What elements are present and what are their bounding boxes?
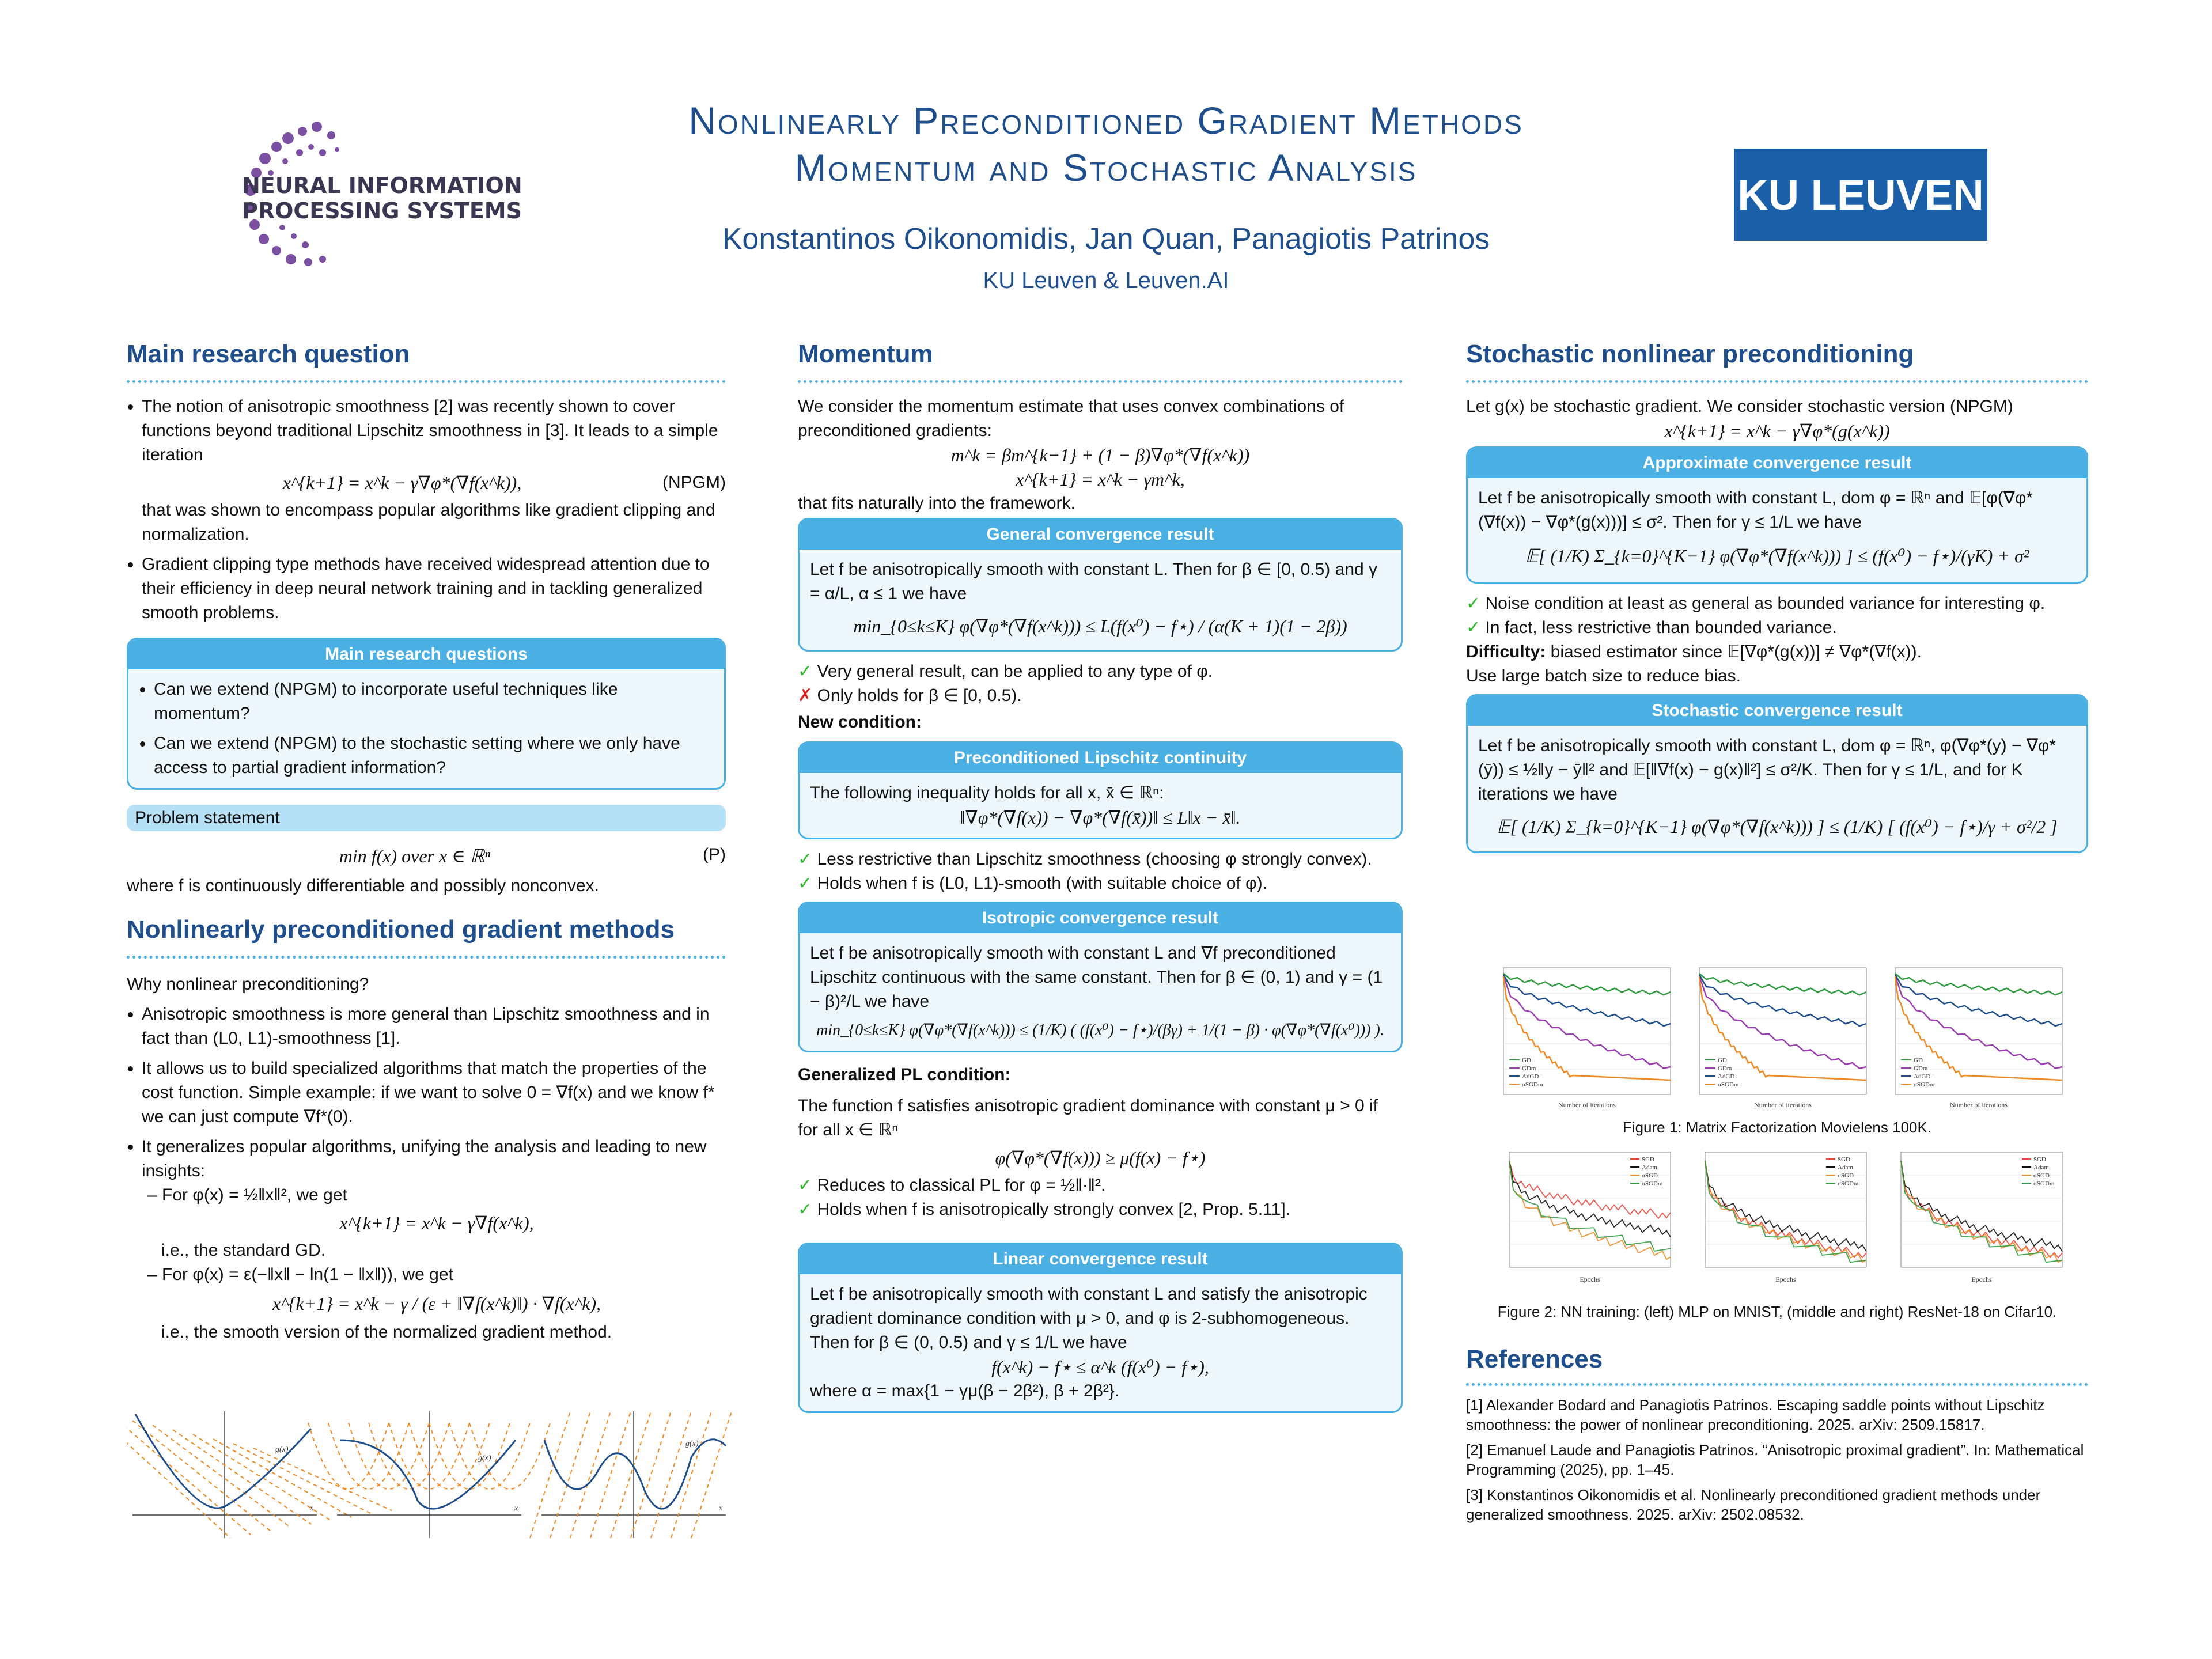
- check-icon: ✓: [1466, 594, 1481, 613]
- majorizer-curve: [127, 1411, 230, 1538]
- ku-leuven-logo: [1734, 149, 1987, 241]
- linear-convergence-box: [798, 1243, 1403, 1413]
- legend-label: σSGD: [1838, 1172, 1854, 1179]
- axis-label: x: [514, 1504, 518, 1513]
- check-item: [798, 1173, 1403, 1198]
- box-title: Linear convergence result: [800, 1244, 1401, 1274]
- figure-2-caption: Figure 2: NN training: (left) MLP on MNIST, (middle and right) ResNet-18 on Cifar10.: [1497, 1303, 2057, 1320]
- check-item: [1466, 592, 2088, 616]
- why-text: Why nonlinear preconditioning?: [127, 975, 369, 994]
- majorizer-curve: [631, 1411, 671, 1538]
- eq-linear: f(x^k) − f⋆ ≤ α^k (f(x⁰) − f⋆),: [991, 1357, 1209, 1377]
- legend-label: σSGDm: [2033, 1180, 2055, 1187]
- legend-label: SGD: [1838, 1156, 1851, 1163]
- function-label: g(x): [478, 1454, 491, 1463]
- majorizer-curve: [127, 1416, 251, 1535]
- problem-text: where f is continuously differentiable and possibly nonconvex.: [127, 876, 599, 895]
- function-label: g(x): [685, 1440, 699, 1448]
- majorizer-curve: [550, 1411, 590, 1538]
- box-title: Approximate convergence result: [1468, 448, 2086, 478]
- eq-approx: 𝔼[ (1/K) Σ_{k=0}^{K−1} φ(∇φ*(∇f(x^k))) ] ≤ (f(x⁰) − f⋆)/(γK) + σ²: [1525, 546, 2029, 566]
- legend-label: AdGD-: [1522, 1073, 1541, 1080]
- box-title: Preconditioned Lipschitz continuity: [800, 743, 1401, 773]
- axis-label: x: [719, 1504, 723, 1513]
- sub-item: – For φ(x) = ½‖x‖², we get: [147, 1185, 347, 1205]
- title-line2: Momentum and Stochastic Analysis: [794, 146, 1418, 189]
- illustration-panel: [127, 1411, 392, 1538]
- question-1: • Can we extend (NPGM) to incorporate useful techniques like momentum?: [154, 677, 714, 726]
- section-title-stochastic: Stochastic nonlinear preconditioning: [1466, 340, 1914, 368]
- check-icon: ✓: [798, 662, 813, 681]
- illustration-panel: [308, 1411, 550, 1538]
- eq-gd: x^{k+1} = x^k − γ∇f(x^k),: [339, 1213, 534, 1233]
- eq-general: min_{0≤k≤K} φ(∇φ*(∇f(x^k))) ≤ L(f(x⁰) − f⋆) / (α(K + 1)(1 − 2β)): [853, 616, 1347, 637]
- check-text: Less restrictive than Lipschitz smoothness (choosing φ strongly convex).: [817, 850, 1372, 869]
- eq-pl: φ(∇φ*(∇f(x))) ≥ μ(f(x) − f⋆): [995, 1147, 1206, 1168]
- difficulty: [1466, 640, 2088, 664]
- figure-1-svg: [1486, 962, 2068, 1118]
- box-body: [800, 1274, 1401, 1411]
- check-item: [1466, 616, 2088, 640]
- box-text: Let f be anisotropically smooth with constant L and ∇f preconditioned Lipschitz continuous with the same constant. Then for β ∈ (0, 1) and γ = (1 − β)²/L we have: [810, 944, 1383, 1011]
- lipschitz-notes: [798, 847, 1403, 896]
- sub-end: i.e., the standard GD.: [161, 1241, 326, 1260]
- majorizer-curve: [369, 1423, 449, 1489]
- momentum-text: [798, 395, 1403, 516]
- batch-text: Use large batch size to reduce bias.: [1466, 666, 1741, 685]
- section-title-momentum: Momentum: [798, 340, 933, 368]
- lipschitz-box: [798, 741, 1403, 839]
- legend-label: σSGD: [1642, 1172, 1658, 1179]
- research-questions-box: [127, 638, 726, 790]
- question-2: • Can we extend (NPGM) to the stochastic setting where we only have access to partial gradient information?: [154, 732, 714, 780]
- bullet: [142, 395, 726, 547]
- pl-section: [798, 1063, 1403, 1222]
- legend-label: σSGDm: [1642, 1180, 1663, 1187]
- neurips-line2: PROCESSING SYSTEMS: [242, 198, 522, 224]
- research-text: [127, 395, 726, 625]
- neurips-line1: NEURAL INFORMATION: [242, 173, 522, 198]
- bullet: [142, 1135, 726, 1344]
- legend-label: SGD: [2033, 1156, 2047, 1163]
- box-body: [1468, 478, 2086, 582]
- function-label: g(x): [275, 1445, 289, 1454]
- fig2-panel: [1901, 1152, 2062, 1283]
- box-body: [800, 550, 1401, 650]
- eq-tag: (NPGM): [662, 473, 726, 492]
- check-item: [798, 872, 1403, 896]
- section-title-research: Main research question: [127, 340, 410, 368]
- box-text: Let f be anisotropically smooth with constant L. Then for β ∈ [0, 0.5) and γ = α/L, α ≤ 1 we have: [810, 560, 1378, 603]
- reference-3: [3] Konstantinos Oikonomidis et al. Nonlinearly preconditioned gradient methods under generalized smoothness. 2025. arXiv: 2502.08532.: [1466, 1486, 2041, 1523]
- majorizer-curve: [570, 1411, 611, 1538]
- box-text: Let f be anisotropically smooth with constant L, dom φ = ℝⁿ, φ(∇φ*(y) − ∇φ*(ȳ)) ≤ ½‖y − ȳ‖² and 𝔼[‖∇f(x) − g(x)‖²] ≤ σ²/K. Then for γ ≤ 1/L, and for K iterations we have: [1478, 736, 2056, 804]
- eq-stochastic: x^{k+1} = x^k − γ∇φ*(g(x^k)): [1664, 421, 1890, 441]
- check-icon: ✓: [798, 874, 813, 893]
- legend-label: σSGDm: [1522, 1081, 1543, 1088]
- preconditioning-illustrations: [127, 1406, 737, 1544]
- legend-label: Adam: [1642, 1164, 1657, 1171]
- fig2-panel: [1705, 1152, 1866, 1283]
- title-line1: Nonlinearly Preconditioned Gradient Methods: [688, 99, 1524, 142]
- majorizer-curve: [691, 1411, 732, 1538]
- sub-end: i.e., the smooth version of the normalized gradient method.: [161, 1323, 612, 1342]
- isotropic-box: [798, 902, 1403, 1052]
- section-divider: [127, 956, 726, 959]
- eq-stoch-result: 𝔼[ (1/K) Σ_{k=0}^{K−1} φ(∇φ*(∇f(x^k))) ] ≤ (1/K) [ (f(x⁰) − f⋆)/γ + σ²/2 ]: [1497, 816, 2058, 837]
- fig2-panel: [1509, 1152, 1671, 1283]
- majorizer-curve: [429, 1423, 510, 1489]
- authors: Konstantinos Oikonomidis, Jan Quan, Panagiotis Patrinos: [722, 222, 1490, 256]
- figure-1: [1486, 962, 2068, 1135]
- col1: [127, 340, 726, 1350]
- new-condition: New condition:: [798, 713, 922, 732]
- eq-tag: (P): [702, 845, 726, 864]
- eq-problem: min f(x) over x ∈ ℝⁿ: [339, 846, 491, 866]
- check-icon: ✓: [798, 1200, 813, 1219]
- box-body: [800, 933, 1401, 1051]
- intro-text: We consider the momentum estimate that uses convex combinations of preconditioned gradients:: [798, 397, 1344, 440]
- pl-heading: Generalized PL condition:: [798, 1065, 1011, 1084]
- majorizer-curve: [153, 1425, 291, 1528]
- legend-label: AdGD-: [1914, 1073, 1933, 1080]
- majorizer-curve: [173, 1430, 311, 1524]
- legend-label: σSGD: [2033, 1172, 2050, 1179]
- legend-label: GD: [1718, 1057, 1727, 1064]
- box-body: [1468, 726, 2086, 851]
- legend-label: σSGDm: [1718, 1081, 1739, 1088]
- stochastic-convergence-box: [1466, 694, 2088, 853]
- fig1-panel: [1503, 968, 1671, 1109]
- eq-row: [142, 471, 726, 495]
- check-text: Holds when f is anisotropically strongly convex [2, Prop. 5.11].: [817, 1200, 1290, 1219]
- eq-normalized: x^{k+1} = x^k − γ / (ε + ‖∇f(x^k)‖) · ∇f(x^k),: [272, 1293, 601, 1314]
- cross-text: Only holds for β ∈ [0, 0.5).: [817, 686, 1022, 705]
- cross-icon: ✗: [798, 686, 813, 705]
- affiliation: KU Leuven & Leuven.AI: [983, 268, 1229, 293]
- check-text: In fact, less restrictive than bounded variance.: [1485, 618, 1837, 637]
- bullet: • Gradient clipping type methods have received widespread attention due to their efficiency in deep neural network training and in tackling generalized smooth problems.: [142, 552, 726, 625]
- majorizer-curve: [253, 1448, 392, 1510]
- box-title: Main research questions: [128, 639, 724, 669]
- legend-label: Adam: [2033, 1164, 2049, 1171]
- x-axis-label: Number of iterations: [1558, 1101, 1616, 1109]
- difficulty-text: biased estimator since 𝔼[∇φ*(g(x))] ≠ ∇φ*(∇f(x)).: [1550, 642, 1922, 661]
- box-body: [800, 773, 1401, 838]
- check-text: Holds when f is (L0, L1)-smooth (with suitable choice of φ).: [817, 874, 1267, 893]
- eq-momentum-1: m^k = βm^{k−1} + (1 − β)∇φ*(∇f(x^k)): [950, 445, 1250, 465]
- cross-item: [798, 684, 1403, 708]
- section-divider: [127, 380, 726, 383]
- fig1-panel: [1895, 968, 2062, 1109]
- legend-label: σSGDm: [1914, 1081, 1935, 1088]
- stochastic-notes: [1466, 592, 2088, 688]
- bullet: • Anisotropic smoothness is more general than Lipschitz smoothness and in fact than (L0, L1)-smoothness [1].: [142, 1002, 726, 1051]
- box-text: Let f be anisotropically smooth with constant L and satisfy the anisotropic gradient dominance condition with μ > 0, and φ is 2-subhomogeneous. Then for β ∈ (0, 0.5) and γ ≤ 1/L we have: [810, 1285, 1368, 1352]
- section-title-references: References: [1466, 1345, 1603, 1373]
- reference-1: [1] Alexander Bodard and Panagiotis Patrinos. Escaping saddle points without Lipschitz smoothness: the power of nonlinear preconditioning. 2025. arXiv: 2509.15817.: [1466, 1396, 2045, 1433]
- legend-label: GDm: [1522, 1065, 1536, 1072]
- npgm-text: [127, 972, 726, 1344]
- check-text: Very general result, can be applied to any type of φ.: [817, 662, 1213, 681]
- box-title: Isotropic convergence result: [800, 903, 1401, 933]
- illustration-svg: [127, 1406, 737, 1544]
- objective-curve: [135, 1414, 311, 1508]
- check-icon: ✓: [1466, 618, 1481, 637]
- figure-2: [1486, 1146, 2068, 1325]
- x-axis-label: Number of iterations: [1950, 1101, 2008, 1109]
- majorizer-curve: [671, 1411, 711, 1538]
- sub-text: For φ(x) = ε(−‖x‖ − ln(1 − ‖x‖)), we get: [162, 1265, 453, 1284]
- legend-label: SGD: [1642, 1156, 1655, 1163]
- bullet: • It allows us to build specialized algorithms that match the properties of the cost function. Simple example: if we want to solve 0 = ∇f(x) and we know f* we can just compute ∇f*(0).: [142, 1056, 726, 1129]
- legend-label: Adam: [1838, 1164, 1853, 1171]
- references: [1466, 1345, 2088, 1530]
- check-text: Reduces to classical PL for φ = ½‖·‖².: [817, 1176, 1106, 1195]
- reference-2: [2] Emanuel Laude and Panagiotis Patrinos. “Anisotropic proximal gradient”. In: Mathematical Programming (2025), pp. 1–45.: [1466, 1441, 2084, 1478]
- col2: [798, 340, 1403, 1413]
- section-divider: [798, 380, 1403, 383]
- majorizer-curve: [611, 1411, 651, 1538]
- majorizer-curve: [530, 1411, 570, 1538]
- check-text: Noise condition at least as general as bounded variance for interesting φ.: [1485, 594, 2046, 613]
- majorizer-curve: [308, 1423, 389, 1489]
- check-item: [798, 847, 1403, 872]
- ku-leuven-text: KU LEUVEN: [1737, 171, 1984, 219]
- eq-npgm: x^{k+1} = x^k − γ∇φ*(∇f(x^k)),: [282, 472, 522, 493]
- legend-label: GD: [1914, 1057, 1923, 1064]
- eq-momentum-2: x^{k+1} = x^k − γm^k,: [1016, 469, 1185, 490]
- figure-2-svg: [1486, 1146, 2068, 1290]
- bullet-text: The notion of anisotropic smoothness [2] was recently shown to cover functions beyond traditional Lipschitz smoothness in [3]. It leads to a simple iteration: [142, 397, 718, 464]
- box-text: The following inequality holds for all x, x̄ ∈ ℝⁿ:: [810, 783, 1164, 802]
- legend-label: AdGD-: [1718, 1073, 1737, 1080]
- majorizer-curve: [328, 1423, 409, 1489]
- majorizer-curve: [409, 1423, 490, 1489]
- fits-text: that fits naturally into the framework.: [798, 494, 1075, 513]
- section-divider: [1466, 1383, 2088, 1386]
- legend-label: GD: [1522, 1057, 1531, 1064]
- section-divider: [1466, 380, 2088, 383]
- x-axis-label: Number of iterations: [1754, 1101, 1812, 1109]
- x-axis-label: Epochs: [1775, 1275, 1796, 1283]
- box-title: General convergence result: [800, 520, 1401, 550]
- bullet-text: It generalizes popular algorithms, unifying the analysis and leading to new insights:: [142, 1137, 707, 1180]
- box-text: Let f be anisotropically smooth with constant L, dom φ = ℝⁿ and 𝔼[φ(∇φ*(∇f(x)) − ∇φ*(g(x)))] ≤ σ². Then for γ ≤ 1/L we have: [1478, 488, 2033, 532]
- legend-label: GDm: [1718, 1065, 1732, 1072]
- pl-text: The function f satisfies anisotropic gradient dominance with constant μ > 0 if for all x ∈ ℝⁿ: [798, 1096, 1378, 1139]
- eq-isotropic: min_{0≤k≤K} φ(∇φ*(∇f(x^k))) ≤ (1/K) ( (f(x⁰) − f⋆)/(βγ) + 1/(1 − β) · φ(∇φ*(∇f(x⁰))) ).: [816, 1021, 1384, 1039]
- check-icon: ✓: [798, 1176, 813, 1195]
- fig1-panel: [1699, 968, 1866, 1109]
- legend-label: GDm: [1914, 1065, 1928, 1072]
- sub-text: For φ(x) = ½‖x‖², we get: [162, 1185, 347, 1205]
- eq-plc: ‖∇φ*(∇f(x)) − ∇φ*(∇f(x̄))‖ ≤ L‖x − x̄‖.: [960, 807, 1241, 828]
- section-title-npgm: Nonlinearly preconditioned gradient methods: [127, 915, 675, 944]
- difficulty-label: Difficulty:: [1466, 642, 1546, 661]
- stochastic-intro: [1466, 395, 2088, 443]
- general-convergence-box: [798, 518, 1403, 652]
- check-item: [798, 660, 1403, 684]
- sub-item: – For φ(x) = ε(−‖x‖ − ln(1 − ‖x‖)), we get: [147, 1265, 453, 1284]
- x-axis-label: Epochs: [1580, 1275, 1600, 1283]
- figure-1-caption: Figure 1: Matrix Factorization Movielens 100K.: [1622, 1119, 1932, 1136]
- momentum-notes: [798, 660, 1403, 734]
- approx-convergence-box: [1466, 446, 2088, 584]
- box-end: where α = max{1 − γμ(β − 2β²), β + 2β²}.: [810, 1381, 1120, 1400]
- x-axis-label: Epochs: [1971, 1275, 1992, 1283]
- illustration-panel: [530, 1411, 732, 1538]
- reference-list: [1466, 1395, 2088, 1524]
- intro-text: Let g(x) be stochastic gradient. We consider stochastic version (NPGM): [1466, 397, 2013, 416]
- problem-statement-label: Problem statement: [127, 805, 726, 831]
- axis-label: x: [310, 1504, 314, 1513]
- majorizer-curve: [132, 1421, 271, 1531]
- eq-row: [127, 845, 726, 867]
- box-title: Stochastic convergence result: [1468, 696, 2086, 726]
- bullet-cont: that was shown to encompass popular algorithms like gradient clipping and normalization.: [142, 501, 715, 544]
- check-item: [798, 1198, 1403, 1222]
- legend-label: σSGDm: [1838, 1180, 1859, 1187]
- col3: [1466, 340, 2088, 853]
- box-body: [128, 669, 724, 788]
- check-icon: ✓: [798, 850, 813, 869]
- sub-list: [147, 1183, 726, 1344]
